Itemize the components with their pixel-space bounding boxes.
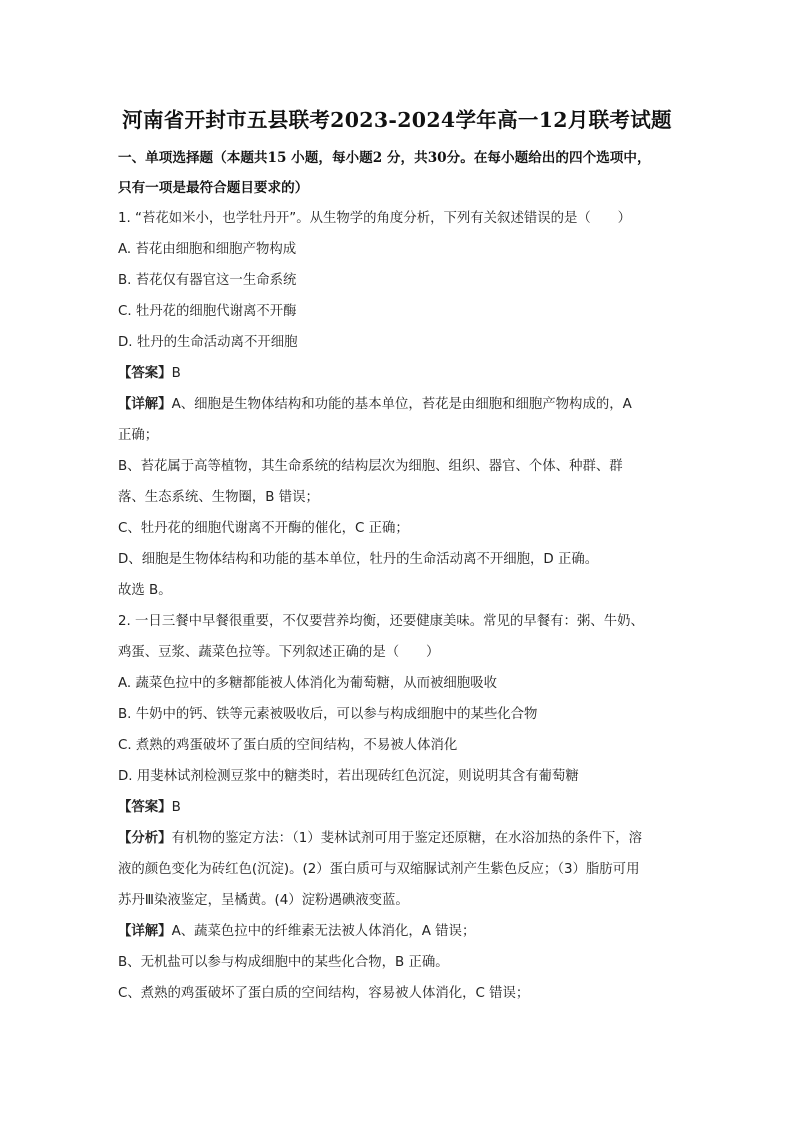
detail-tag: 【详解】 [118,924,172,939]
question-1-stem: 1. “苔花如米小，也学牡丹开”。从生物学的角度分析，下列有关叙述错误的是（ ） [118,211,631,226]
question-1-option-d: D. 牡丹的生命活动离不开细胞 [118,335,298,350]
question-2-option-c: C. 煮熟的鸡蛋破坏了蛋白质的空间结构，不易被人体消化 [118,738,458,753]
question-2-detail-line-3: C、煮熟的鸡蛋破坏了蛋白质的空间结构，容易被人体消化，C 错误； [118,986,530,1001]
question-1-conclusion: 故选 B。 [118,583,172,598]
analysis-tag: 【分析】 [118,831,172,846]
detail-text: A、细胞是生物体结构和功能的基本单位，苔花是由细胞和细胞产物构成的，A [171,397,632,412]
question-1-option-a: A. 苔花由细胞和细胞产物构成 [118,242,297,257]
question-1-answer [118,362,181,381]
question-2-detail-line-1 [118,920,475,939]
question-1-detail-line-4: 落、生态系统、生物圈，B 错误； [118,490,319,505]
page-title: 河南省开封市五县联考2023-2024学年高一12月联考试题 [122,108,672,132]
analysis-text: 有机物的鉴定方法：（1）斐林试剂可用于鉴定还原糖，在水浴加热的条件下，溶 [171,831,643,846]
question-1-detail-line-1 [118,393,632,412]
question-2-option-b: B. 牛奶中的钙、铁等元素被吸收后，可以参与构成细胞中的某些化合物 [118,707,538,722]
answer-value: B [171,800,181,815]
detail-text: A、蔬菜色拉中的纤维素无法被人体消化，A 错误； [171,924,476,939]
answer-tag: 【答案】 [118,800,172,815]
question-2-answer [118,796,181,815]
question-2-stem-line-2: 鸡蛋、豆浆、蔬菜色拉等。下列叙述正确的是（ ） [118,645,440,660]
section-heading-line-2: 只有一项是最符合题目要求的） [118,180,309,196]
question-1-detail-line-2: 正确； [118,428,159,443]
question-1-option-c: C. 牡丹花的细胞代谢离不开酶 [118,304,297,319]
question-2-analysis-line-2: 液的颜色变化为砖红色(沉淀)。(2）蛋白质可与双缩脲试剂产生紫色反应；（3）脂肪可用 [118,862,640,877]
question-1-detail-line-6: D、细胞是生物体结构和功能的基本单位，牡丹的生命活动离不开细胞，D 正确。 [118,552,599,567]
question-1-detail-line-3: B、苔花属于高等植物，其生命系统的结构层次为细胞、组织、器官、个体、种群、群 [118,459,623,474]
answer-tag: 【答案】 [118,366,172,381]
question-2-detail-line-2: B、无机盐可以参与构成细胞中的某些化合物，B 正确。 [118,955,449,970]
question-2-option-d: D. 用斐林试剂检测豆浆中的糖类时，若出现砖红色沉淀，则说明其含有葡萄糖 [118,769,579,784]
question-2-stem-line-1: 2. 一日三餐中早餐很重要，不仅要营养均衡，还要健康美味。常见的早餐有：粥、牛奶、 [118,614,644,629]
section-heading-line-1: 一、单项选择题（本题共15 小题，每小题2 分，共30分。在每小题给出的四个选项中， [118,150,651,166]
detail-tag: 【详解】 [118,397,172,412]
question-2-analysis-line-3: 苏丹Ⅲ染液鉴定，呈橘黄。(4）淀粉遇碘液变蓝。 [118,893,409,908]
question-1-detail-line-5: C、牡丹花的细胞代谢离不开酶的催化，C 正确； [118,521,409,536]
question-1-option-b: B. 苔花仅有器官这一生命系统 [118,273,297,288]
question-2-analysis-line-1 [118,827,642,846]
question-2-option-a: A. 蔬菜色拉中的多糖都能被人体消化为葡萄糖，从而被细胞吸收 [118,676,497,691]
answer-value: B [171,366,181,381]
